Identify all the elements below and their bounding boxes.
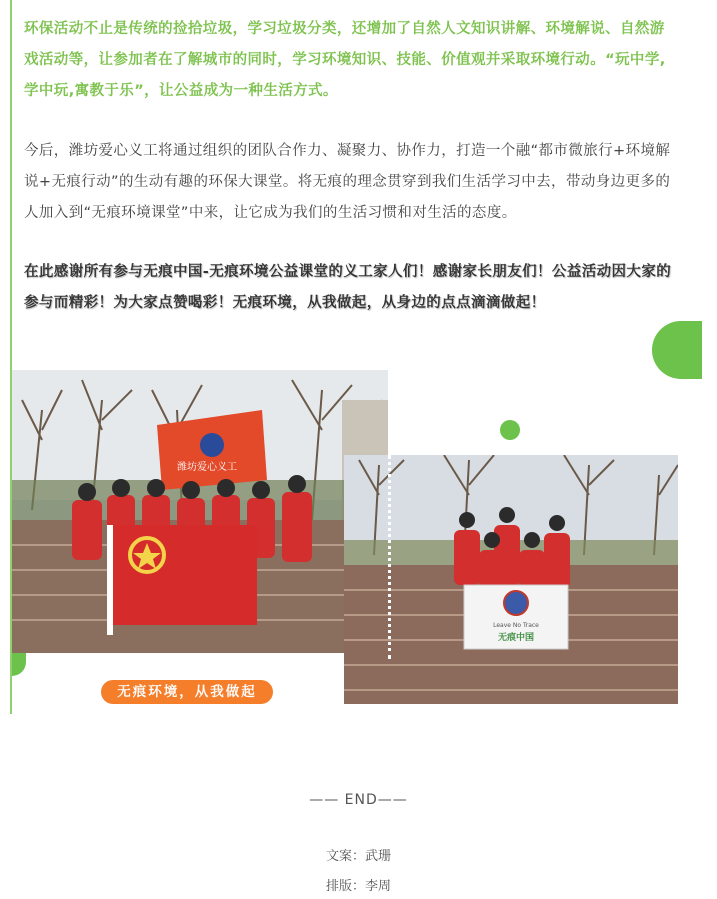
paragraph-thanks: 在此感谢所有参与无痕中国-无痕环境公益课堂的义工家人们！感谢家长朋友们！公益活动因大家的参与而精彩！为大家点赞喝彩！无痕环境，从我做起，从身边的点点滴滴做起！ <box>24 264 672 311</box>
paragraph-intro: 环保活动不止是传统的捡拾垃圾，学习垃圾分类，还增加了自然人文知识讲解、环境解说、自然游戏活动等，让参加者在了解城市的同时，学习环境知识、技能、价值观并采取环境行动。“玩中学,学中玩,寓教于乐”，让公益成为一种生活方式。 <box>24 21 666 99</box>
group-photo-1 <box>12 370 388 653</box>
banner-text: 潍坊爱心义工 <box>177 462 237 473</box>
group-photo-2 <box>344 455 678 704</box>
decor-green-half-circle <box>652 321 702 379</box>
slogan-caption: 无痕环境，从我做起 <box>101 680 273 704</box>
flag-english-text: Leave No Trace <box>493 622 539 629</box>
flag-chinese-text: 无痕中国 <box>497 633 535 643</box>
paragraph-future: 今后，潍坊爱心义工将通过组织的团队合作力、凝聚力、协作力，打造一个融“都市微旅行+环境解说+无痕行动”的生动有趣的环保大课堂。将无痕的理念贯穿到我们生活学习中去，带动身边更多的人加入到“无痕环境课堂”中来，让它成为我们的生活习惯和对生活的态度。 <box>24 143 671 221</box>
dashed-frame-edge <box>388 455 393 659</box>
end-marker: —— END—— <box>309 792 408 808</box>
credit-writer: 文案：武珊 <box>325 849 391 864</box>
credit-editor: 排版：李周 <box>325 879 391 894</box>
decor-green-dot <box>500 420 520 440</box>
